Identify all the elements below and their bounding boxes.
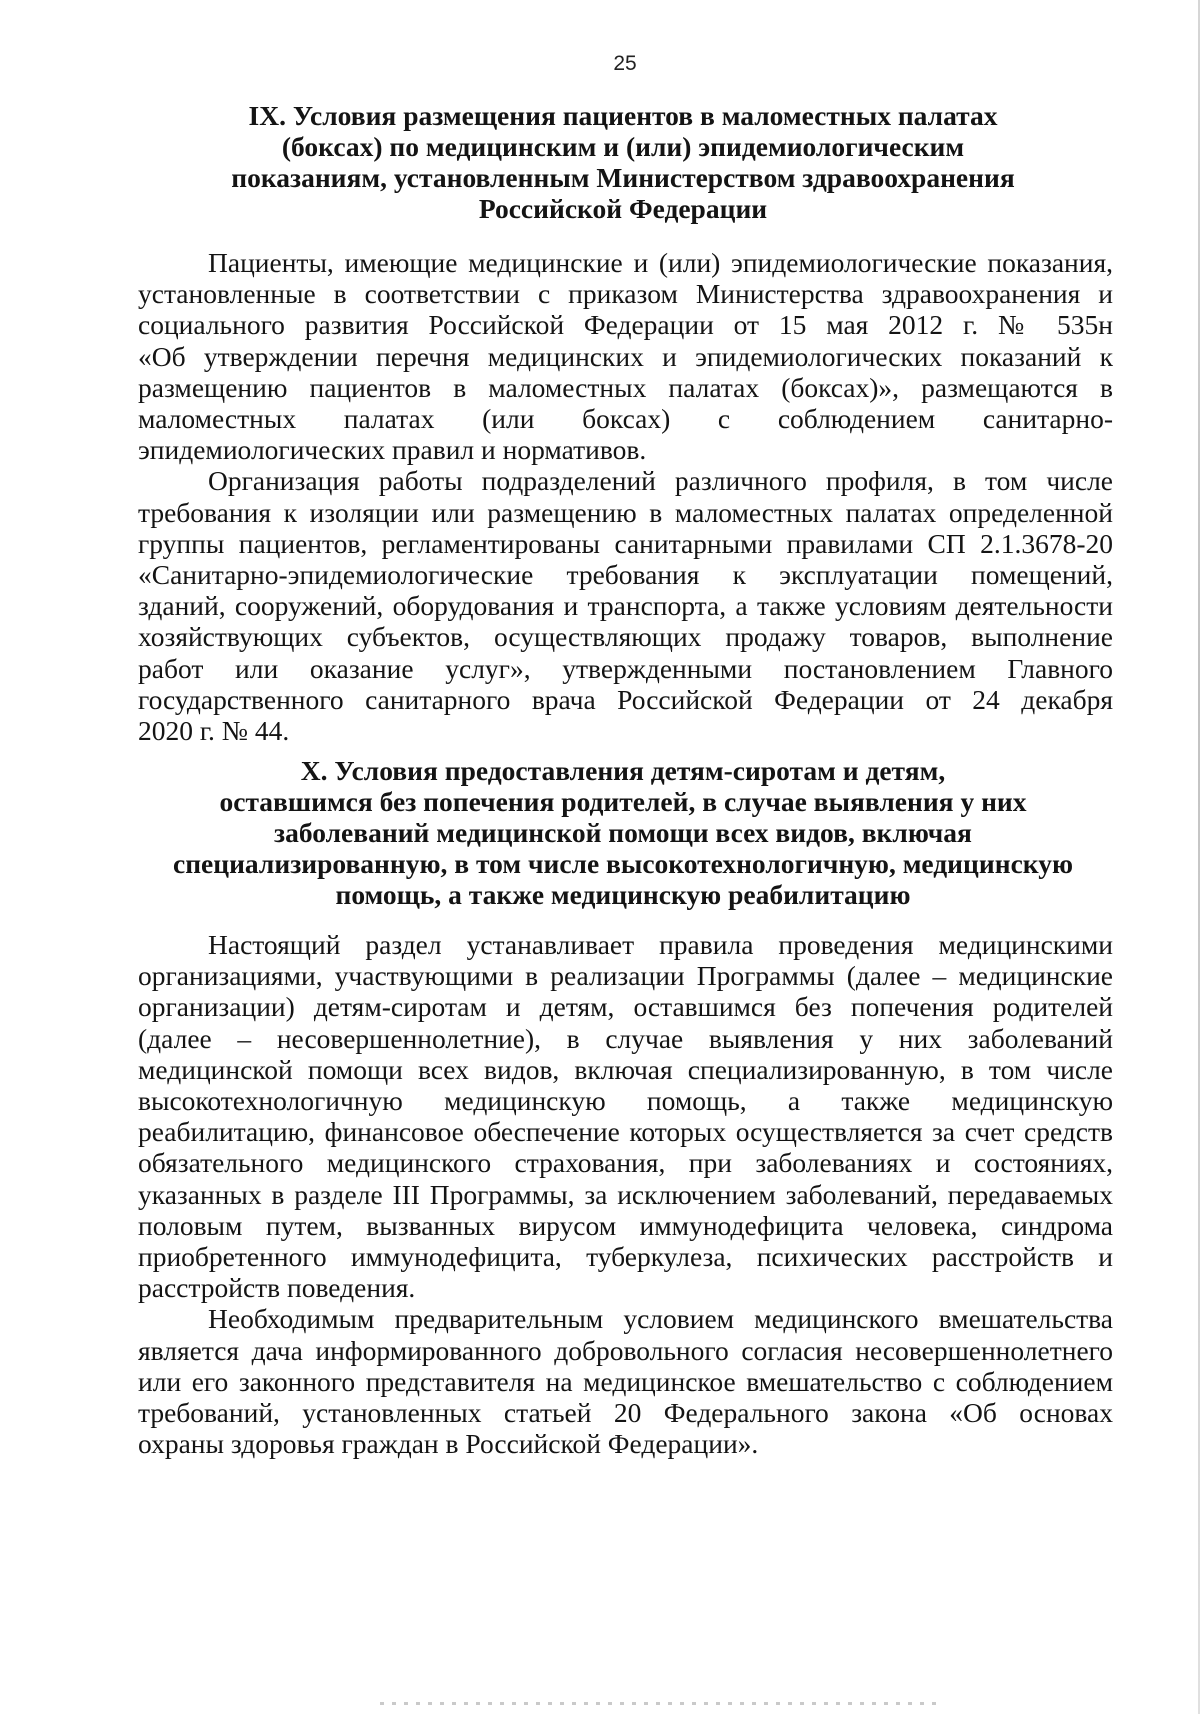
text-line: установленные в соответствии с приказом Министерства здравоохранения и	[138, 278, 1113, 310]
section-ix-paragraph-1	[138, 247, 1113, 465]
text-line: зданий, сооружений, оборудования и транспорта, а также условиям деятельности	[138, 590, 1113, 622]
text-line: Организация работы подразделений различного профиля, в том числе	[208, 465, 1113, 497]
section-ix-title	[138, 100, 1108, 224]
text-line: «Санитарно-эпидемиологические требования к эксплуатации помещений,	[138, 559, 1113, 591]
text-line: маломестных палатах (или боксах) с соблюдением санитарно-	[138, 403, 1113, 435]
text-line: организациями, участвующими в реализации Программы (далее – медицинские	[138, 960, 1113, 992]
section-x-title-line: помощь, а также медицинскую реабилитацию	[335, 879, 911, 910]
section-x-title-line: заболеваний медицинской помощи всех видов, включая	[274, 817, 972, 848]
text-line: требований, установленных статьей 20 Федерального закона «Об основах	[138, 1397, 1113, 1429]
section-x-title-line: X. Условия предоставления детям-сиротам и детям,	[300, 755, 946, 786]
text-line: или его законного представителя на медицинское вмешательство с соблюдением	[138, 1365, 1113, 1397]
text-line: половым путем, вызванных вирусом иммунодефицита человека, синдрома	[138, 1209, 1113, 1241]
text-line: (далее – несовершеннолетние), в случае выявления у них заболеваний	[138, 1022, 1113, 1054]
text-line: требования к изоляции или размещению в маломестных палатах определенной	[138, 496, 1113, 528]
text-line: Необходимым предварительным условием медицинского вмешательства	[208, 1303, 1113, 1335]
section-ix-body	[138, 247, 1113, 746]
scan-bottom-artifact	[380, 1702, 940, 1705]
section-ix-title-line: Российской Федерации	[478, 193, 768, 224]
section-x-title	[138, 755, 1108, 910]
text-line: эпидемиологических правил и нормативов.	[138, 434, 647, 466]
text-line: приобретенного иммунодефицита, туберкулеза, психических расстройств и	[138, 1241, 1113, 1273]
text-line: государственного санитарного врача Российской Федерации от 24 декабря	[138, 683, 1113, 715]
text-line: расстройств поведения.	[138, 1272, 416, 1304]
text-line: Настоящий раздел устанавливает правила проведения медицинскими	[208, 929, 1113, 960]
page-number: 25	[613, 52, 637, 75]
text-line: реабилитацию, финансовое обеспечение которых осуществляется за счет средств	[138, 1116, 1113, 1148]
text-line: группы пациентов, регламентированы санитарными правилами СП 2.1.3678-20	[138, 527, 1113, 559]
section-x-body	[138, 929, 1113, 1459]
section-ix-paragraph-2	[138, 465, 1113, 746]
text-line: высокотехнологичную медицинскую помощь, а также медицинскую	[138, 1085, 1113, 1117]
section-ix-title-line: показаниям, установленным Министерством здравоохранения	[231, 162, 1015, 193]
text-line: размещению пациентов в маломестных палатах (боксах)», размещаются в	[138, 371, 1113, 403]
text-line: социального развития Российской Федерации от 15 мая 2012 г. № 535н	[138, 309, 1113, 341]
text-line: «Об утверждении перечня медицинских и эпидемиологических показаний к	[138, 340, 1113, 372]
section-x-paragraph-1	[138, 929, 1113, 1303]
section-ix-title-line: IX. Условия размещения пациентов в маломестных палатах	[248, 100, 998, 131]
text-line: указанных в разделе III Программы, за исключением заболеваний, передаваемых	[138, 1178, 1113, 1210]
section-x-paragraph-2	[138, 1303, 1113, 1459]
section-x-title-line: оставшимся без попечения родителей, в случае выявления у них	[219, 786, 1027, 817]
text-line: является дача информированного добровольного согласия несовершеннолетнего	[138, 1334, 1113, 1366]
section-x-title-line: специализированную, в том числе высокотехнологичную, медицинскую	[172, 848, 1073, 879]
text-line: медицинской помощи всех видов, включая специализированную, в том числе	[138, 1053, 1113, 1085]
text-line: охраны здоровья граждан в Российской Федерации».	[138, 1428, 759, 1460]
text-line: работ или оказание услуг», утвержденными постановлением Главного	[138, 652, 1113, 684]
text-line: Пациенты, имеющие медицинские и (или) эпидемиологические показания,	[208, 247, 1113, 278]
text-line: организации) детям-сиротам и детям, оставшимся без попечения родителей	[138, 991, 1113, 1023]
text-line: обязательного медицинского страхования, при заболеваниях и состояниях,	[138, 1147, 1113, 1179]
text-line: хозяйствующих субъектов, осуществляющих продажу товаров, выполнение	[138, 621, 1113, 653]
text-line: 2020 г. № 44.	[138, 715, 290, 747]
section-ix-title-line: (боксах) по медицинским и (или) эпидемиологическим	[281, 131, 965, 162]
